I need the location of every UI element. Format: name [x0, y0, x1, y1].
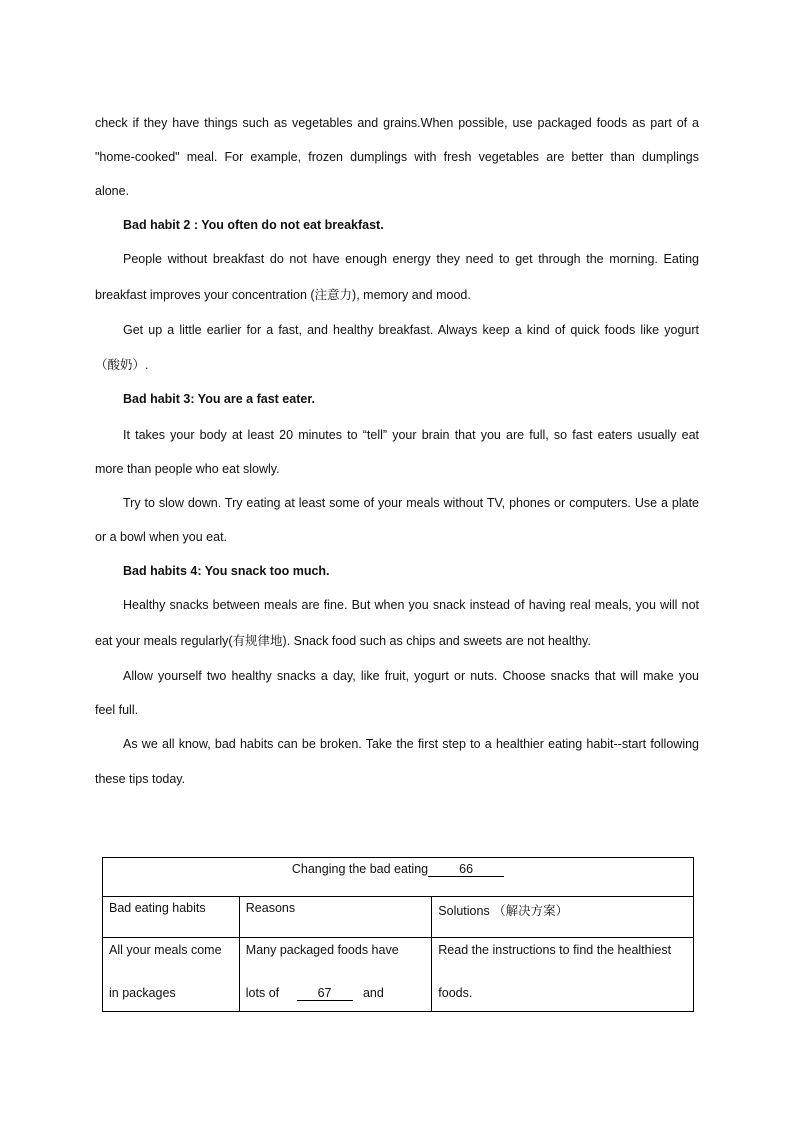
- paragraph-line: （酸奶）.: [95, 358, 149, 372]
- paragraph-line: It takes your body at least 20 minutes to “tell” your brain that you are full, so fast eaters usually eat: [123, 428, 699, 442]
- table-title-text: Changing the bad eating: [291, 862, 429, 876]
- answer-blank-66: 66: [428, 862, 504, 877]
- paragraph-line: feel full.: [95, 703, 139, 717]
- paragraph-line: As we all know, bad habits can be broken. Take the first step to a healthier eating habit--start following: [123, 737, 699, 751]
- cell-text: lots of: [245, 986, 280, 1000]
- paragraph-line: these tips today.: [95, 772, 186, 786]
- habit-4-heading: Bad habits 4: You snack too much.: [123, 564, 330, 578]
- table-title: [103, 858, 694, 897]
- cell-habit: [103, 938, 240, 1012]
- cell-text: All your meals come: [109, 943, 222, 957]
- summary-table: [102, 857, 694, 1012]
- cell-text: foods.: [438, 986, 473, 1000]
- table-title-row: [103, 858, 694, 897]
- cell-solution: [432, 938, 694, 1012]
- paragraph-line: "home-cooked" meal. For example, frozen dumplings with fresh vegetables are better than dumplings: [95, 150, 699, 164]
- paragraph-line: Get up a little earlier for a fast, and healthy breakfast. Always keep a kind of quick foods like yogurt: [123, 323, 699, 337]
- cell-text: Read the instructions to find the healthiest: [438, 943, 672, 957]
- habit-3-heading: Bad habit 3: You are a fast eater.: [123, 392, 315, 406]
- header-bad-eating-habits: Bad eating habits: [103, 897, 240, 938]
- paragraph-line: Try to slow down. Try eating at least some of your meals without TV, phones or computers. Use a plate: [123, 496, 699, 510]
- cell-text: in packages: [109, 986, 176, 1000]
- header-solutions: Solutions （解决方案）: [432, 897, 694, 938]
- table-row: [103, 938, 694, 1012]
- answer-blank-67: 67: [297, 986, 353, 1001]
- habit-2-heading: Bad habit 2 : You often do not eat breakfast.: [123, 218, 384, 232]
- paragraph-line: Healthy snacks between meals are fine. But when you snack instead of having real meals, you will not: [123, 598, 699, 612]
- header-reasons: Reasons: [239, 897, 432, 938]
- paragraph-line: eat your meals regularly(有规律地). Snack food such as chips and sweets are not healthy.: [95, 634, 591, 648]
- paragraph-line: check if they have things such as vegetables and grains.When possible, use packaged foods as part of a: [95, 116, 699, 130]
- cell-text: Many packaged foods have: [245, 943, 399, 957]
- cell-text: and: [362, 986, 384, 1000]
- cell-text-with-blank: [246, 976, 426, 1010]
- paragraph-line: more than people who eat slowly.: [95, 462, 280, 476]
- paragraph-line: People without breakfast do not have enough energy they need to get through the morning. Eating: [123, 252, 699, 266]
- table-header-row: [103, 897, 694, 938]
- paragraph-line: alone.: [95, 184, 130, 198]
- paragraph-line: or a bowl when you eat.: [95, 530, 228, 544]
- cell-reason: [239, 938, 432, 1012]
- paragraph-line: Allow yourself two healthy snacks a day, like fruit, yogurt or nuts. Choose snacks that will make you: [123, 669, 699, 683]
- paragraph-line: breakfast improves your concentration (注意力), memory and mood.: [95, 288, 471, 302]
